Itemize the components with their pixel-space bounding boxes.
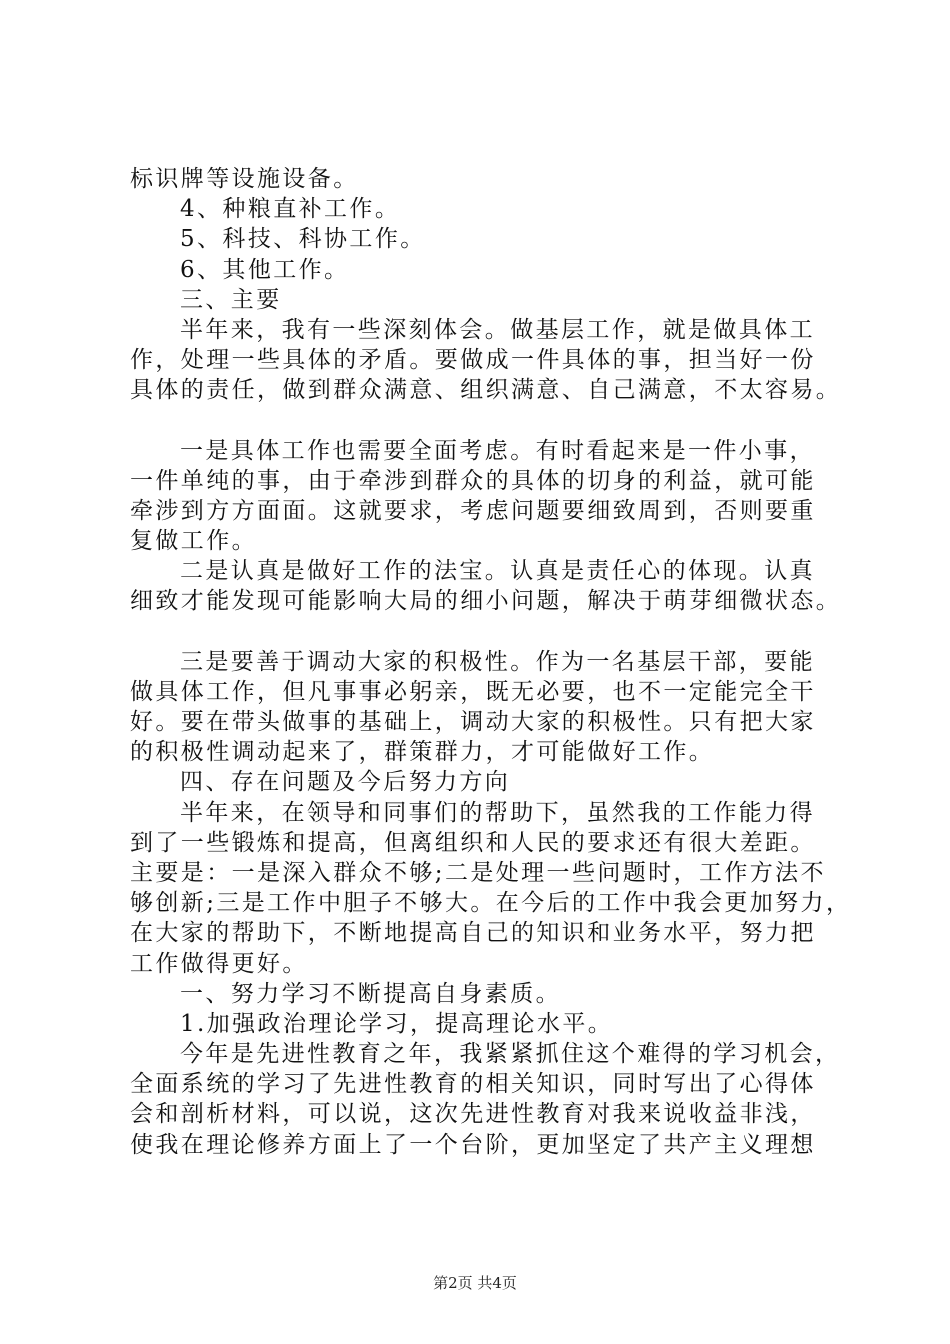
text-line: 三是要善于调动大家的积极性。作为一名基层干部，要能 <box>180 648 815 675</box>
text-line: 在大家的帮助下，不断地提高自己的知识和业务水平，努力把 <box>130 920 816 947</box>
text-line: 做具体工作，但凡事事必躬亲，既无必要，也不一定能完全干 <box>130 678 816 705</box>
paragraph-gap <box>130 617 855 647</box>
text-line: 半年来，在领导和同事们的帮助下，虽然我的工作能力得 <box>180 799 815 826</box>
text-line: 会和剖析材料，可以说，这次先进性教育对我来说收益非浅， <box>130 1101 816 1128</box>
text-line: 工作做得更好。 <box>130 950 308 977</box>
text-line: 主要是：一是深入群众不够;二是处理一些问题时，工作方法不 <box>130 859 826 886</box>
text-line: 具体的责任，做到群众满意、组织满意、自己满意，不太容易。 <box>130 377 842 404</box>
text-line: 标识牌等设施设备。 <box>130 166 359 192</box>
text-line: 细致才能发现可能影响大局的细小问题，解决于萌芽细微状态。 <box>130 588 842 615</box>
text-line: 全面系统的学习了先进性教育的相关知识，同时写出了心得体 <box>130 1071 816 1098</box>
list-item: 6、其他工作。 <box>180 256 350 283</box>
text-line: 的积极性调动起来了，群策群力，才可能做好工作。 <box>130 739 715 766</box>
text-line: 到了一些锻炼和提高，但离组织和人民的要求还有很大差距。 <box>130 829 816 856</box>
document-body <box>130 164 855 1160</box>
text-line: 半年来，我有一些深刻体会。做基层工作，就是做具体工 <box>180 316 815 343</box>
section-heading: 三、主要 <box>180 286 282 313</box>
text-line: 作，处理一些具体的矛盾。要做成一件具体的事，担当好一份 <box>130 347 816 374</box>
subsection-heading: 1.加强政治理论学习，提高理论水平。 <box>180 1010 614 1037</box>
text-line: 复做工作。 <box>130 528 257 555</box>
text-line: 今年是先进性教育之年，我紧紧抓住这个难得的学习机会， <box>180 1041 841 1068</box>
text-line: 牵涉到方方面面。这就要求，考虑问题要细致周到，否则要重 <box>130 497 816 524</box>
text-line: 二是认真是做好工作的法宝。认真是责任心的体现。认真 <box>180 558 815 585</box>
text-line: 好。要在带头做事的基础上，调动大家的积极性。只有把大家 <box>130 709 816 735</box>
text-line: 一是具体工作也需要全面考虑。有时看起来是一件小事， <box>180 437 815 464</box>
paragraph-gap <box>130 406 855 436</box>
list-item: 4、种粮直补工作。 <box>180 196 401 223</box>
page-footer <box>0 1272 950 1293</box>
text-line: 使我在理论修养方面上了一个台阶，更加坚定了共产主义理想 <box>130 1131 816 1158</box>
section-heading: 一、努力学习不断提高自身素质。 <box>180 980 561 1007</box>
text-line: 够创新;三是工作中胆子不够大。在今后的工作中我会更加努力， <box>130 890 852 917</box>
section-heading: 四、存在问题及今后努力方向 <box>180 769 511 796</box>
text-line: 一件单纯的事，由于牵涉到群众的具体的切身的利益，就可能 <box>130 467 816 494</box>
page-number-label: 第2页 共4页 <box>433 1274 517 1292</box>
list-item: 5、科技、科协工作。 <box>180 226 426 253</box>
